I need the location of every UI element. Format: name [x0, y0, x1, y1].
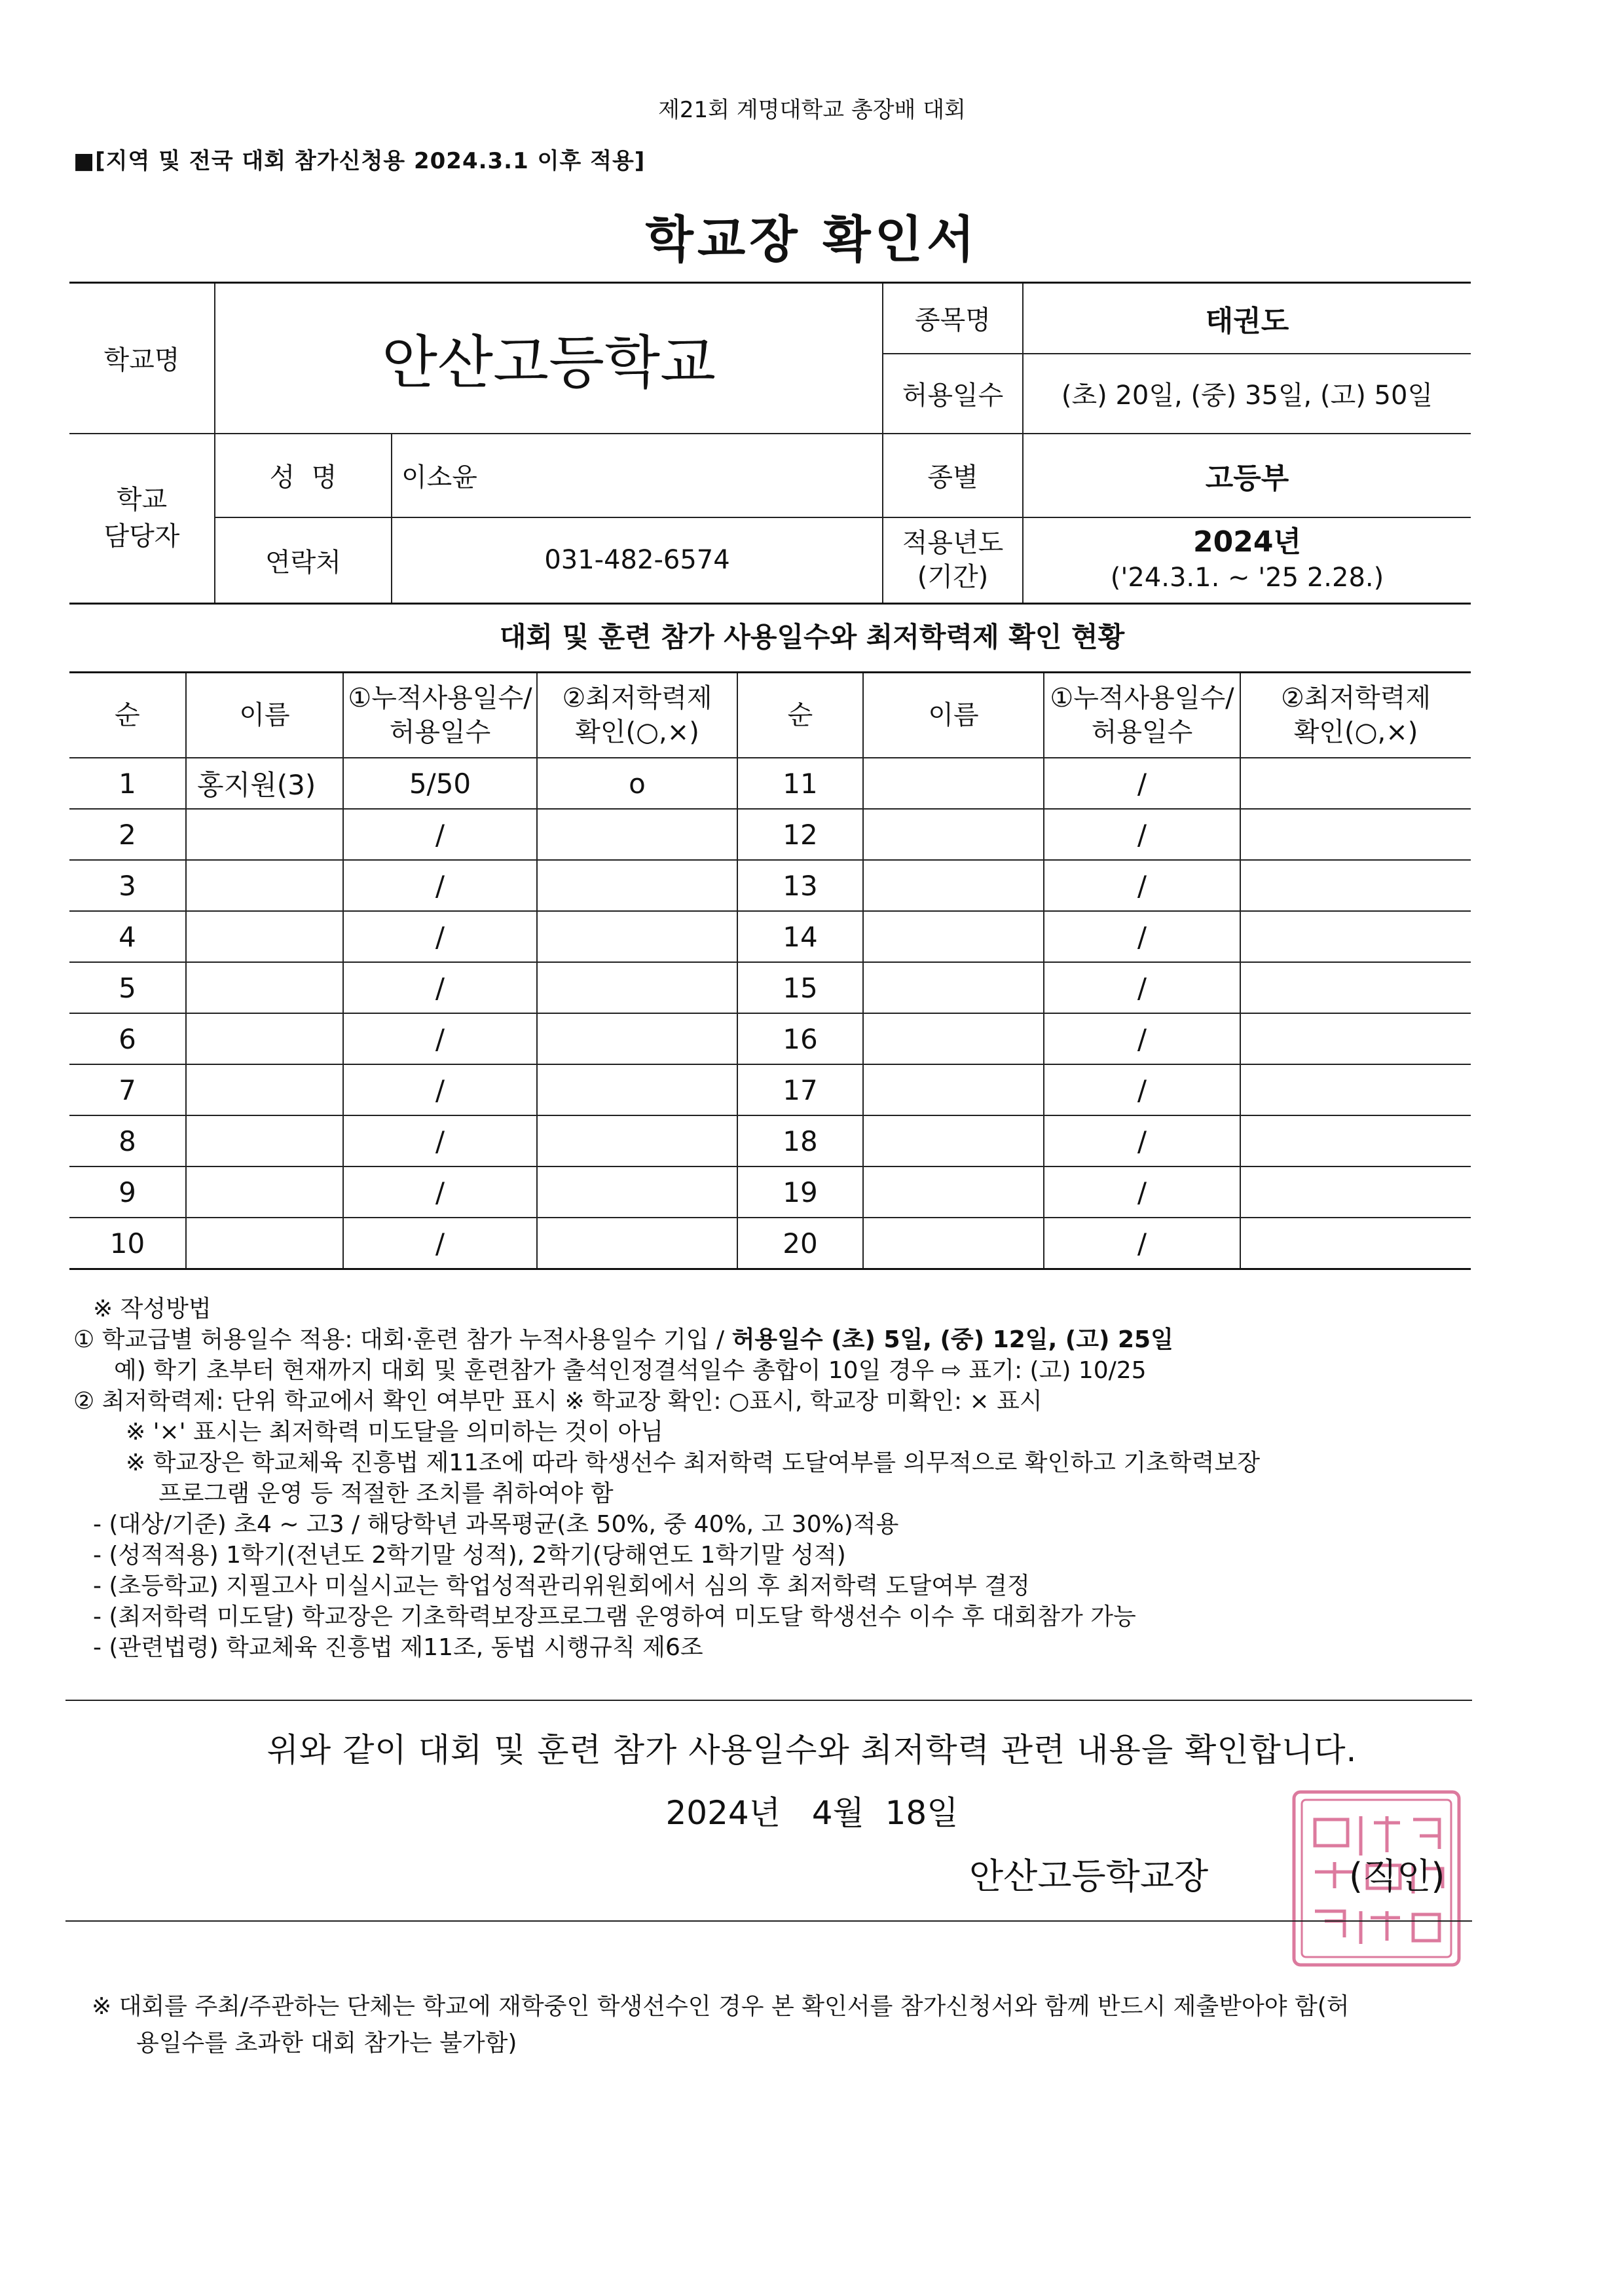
row-check-2: [1240, 1166, 1471, 1218]
period-label: 적용년도 (기간): [883, 517, 1023, 604]
row-days: /: [343, 809, 537, 860]
allowed-days-label: 허용일수: [883, 354, 1023, 434]
footnote: [92, 1988, 1486, 2062]
row-no-2: 15: [737, 962, 863, 1013]
staff-name-value: 이소윤: [392, 434, 883, 517]
instruction-line-1-bold: 허용일수 (초) 5일, (중) 12일, (고) 25일: [731, 1326, 1173, 1353]
row-check: o: [537, 758, 737, 809]
period-year: 2024년: [1193, 525, 1301, 559]
row-name: [186, 1218, 343, 1269]
row-check: [537, 1064, 737, 1115]
row-days: /: [343, 1064, 537, 1115]
row-check: [537, 1115, 737, 1166]
row-days-2: /: [1044, 809, 1240, 860]
row-name-2: [863, 911, 1044, 962]
event-title: 제21회 계명대학교 총장배 대회: [658, 97, 966, 123]
footnote-line-1: ※ 대회를 주최/주관하는 단체는 학교에 재학중인 학생선수인 경우 본 확인서를 참가신청서와 함께 반드시 제출받아야 함(허: [92, 1993, 1350, 2020]
row-days: 5/50: [343, 758, 537, 809]
row-no: 4: [69, 911, 186, 962]
row-name: [186, 809, 343, 860]
row-days: /: [343, 1115, 537, 1166]
instruction-note-2: ※ 학교장은 학교체육 진흥법 제11조에 따라 학생선수 최저학력 도달여부를 의무적으로 확인하고 기초학력보장: [126, 1449, 1260, 1476]
table-row: [69, 1013, 1471, 1064]
row-name-2: [863, 1166, 1044, 1218]
col-no-header: 순: [69, 673, 186, 758]
table-row: [69, 1218, 1471, 1269]
instruction-note-1: ※ '×' 표시는 최저학력 미도달을 의미하는 것이 아님: [126, 1419, 663, 1446]
col-days-header-2: ①누적사용일수/ 허용일수: [1044, 673, 1240, 758]
school-name-value: 안산고등학교: [215, 283, 883, 434]
records-heading: 대회 및 훈련 참가 사용일수와 최저학력제 확인 현황: [499, 621, 1125, 653]
row-name-2: [863, 962, 1044, 1013]
instructions: [73, 1294, 1553, 1663]
row-no-2: 14: [737, 911, 863, 962]
row-name: [186, 1166, 343, 1218]
period-value: [1023, 517, 1471, 604]
allowed-days-value: (초) 20일, (중) 35일, (고) 50일: [1023, 354, 1471, 434]
row-no: 7: [69, 1064, 186, 1115]
row-check-2: [1240, 758, 1471, 809]
row-no-2: 16: [737, 1013, 863, 1064]
row-days-2: /: [1044, 758, 1240, 809]
row-no-2: 13: [737, 860, 863, 911]
instruction-item-target: - (대상/기준) 초4 ~ 고3 / 해당학년 과목평균(초 50%, 중 40%, 고 30%)적용: [93, 1511, 899, 1538]
instructions-title: ※ 작성방법: [93, 1296, 212, 1322]
division-value: 고등부: [1023, 434, 1471, 517]
row-name: [186, 962, 343, 1013]
row-no-2: 19: [737, 1166, 863, 1218]
col-no-header-2: 순: [737, 673, 863, 758]
table-row: [69, 1115, 1471, 1166]
row-no: 6: [69, 1013, 186, 1064]
instruction-example: 예) 학기 초부터 현재까지 대회 및 훈련참가 출석인정결석일수 총합이 10일 경우 ⇨ 표기: (고) 10/25: [114, 1357, 1147, 1384]
instruction-note-2-cont: 프로그램 운영 등 적절한 조치를 취하여야 함: [158, 1480, 614, 1507]
row-name-2: [863, 1115, 1044, 1166]
row-no: 8: [69, 1115, 186, 1166]
row-check: [537, 962, 737, 1013]
row-check-2: [1240, 911, 1471, 962]
row-name-2: [863, 1064, 1044, 1115]
table-row: [69, 1166, 1471, 1218]
divider: [65, 1700, 1472, 1701]
instruction-item-unmet: - (최저학력 미도달) 학교장은 기초학력보장프로그램 운영하여 미도달 학생선수 이수 후 대회참가 가능: [93, 1603, 1136, 1630]
instruction-line-2: ② 최저학력제: 단위 학교에서 확인 여부만 표시 ※ 학교장 확인: ○표시, 학교장 미확인: × 표시: [73, 1388, 1043, 1415]
row-days-2: /: [1044, 860, 1240, 911]
application-notice: ■[지역 및 전국 대회 참가신청용 2024.3.1 이후 적용]: [73, 148, 646, 174]
row-no-2: 11: [737, 758, 863, 809]
row-days: /: [343, 860, 537, 911]
row-check-2: [1240, 962, 1471, 1013]
row-name-2: [863, 860, 1044, 911]
row-check-2: [1240, 1013, 1471, 1064]
row-days-2: /: [1044, 911, 1240, 962]
divider-bottom: [65, 1920, 1472, 1922]
row-no: 5: [69, 962, 186, 1013]
row-days-2: /: [1044, 1166, 1240, 1218]
row-check: [537, 809, 737, 860]
staff-name-label: 성 명: [215, 434, 392, 517]
instruction-line-1-text: ① 학교급별 허용일수 적용: 대회·훈련 참가 누적사용일수 기입 /: [73, 1326, 732, 1353]
table-row: [69, 809, 1471, 860]
instruction-item-law: - (관련법령) 학교체육 진흥법 제11조, 동법 시행규칙 제6조: [93, 1634, 703, 1661]
row-name: [186, 911, 343, 962]
row-name: [186, 860, 343, 911]
school-name-label: 학교명: [69, 283, 215, 434]
confirmation-statement: 위와 같이 대회 및 훈련 참가 사용일수와 최저학력 관련 내용을 확인합니다.: [267, 1731, 1357, 1769]
table-row: [69, 962, 1471, 1013]
row-name: 홍지원(3): [186, 758, 343, 809]
sport-label: 종목명: [883, 283, 1023, 354]
row-check: [537, 1166, 737, 1218]
row-no-2: 20: [737, 1218, 863, 1269]
row-days-2: /: [1044, 1064, 1240, 1115]
row-check-2: [1240, 1064, 1471, 1115]
row-days-2: /: [1044, 1013, 1240, 1064]
sport-value: 태권도: [1023, 283, 1471, 354]
row-days: /: [343, 911, 537, 962]
document-title: 학교장 확인서: [645, 210, 979, 269]
row-no: 3: [69, 860, 186, 911]
row-no: 1: [69, 758, 186, 809]
instruction-item-elementary: - (초등학교) 지필고사 미실시교는 학업성적관리위원회에서 심의 후 최저학력 도달여부 결정: [93, 1573, 1030, 1599]
col-name-header-2: 이름: [863, 673, 1044, 758]
table-row: [69, 860, 1471, 911]
row-days-2: /: [1044, 962, 1240, 1013]
confirmation-date: 2024년 4월 18일: [665, 1794, 959, 1832]
row-days: /: [343, 1166, 537, 1218]
row-no-2: 17: [737, 1064, 863, 1115]
row-no: 2: [69, 809, 186, 860]
col-check-header: ②최저학력제 확인(○,×): [537, 673, 737, 758]
division-label: 종별: [883, 434, 1023, 517]
instruction-item-grades: - (성적적용) 1학기(전년도 2학기말 성적), 2학기(당해연도 1학기말 성적): [93, 1542, 846, 1569]
row-days: /: [343, 1218, 537, 1269]
table-row: [69, 1064, 1471, 1115]
row-check: [537, 1218, 737, 1269]
row-check: [537, 911, 737, 962]
row-name: [186, 1115, 343, 1166]
row-days-2: /: [1044, 1218, 1240, 1269]
row-days: /: [343, 962, 537, 1013]
principal-signature: 안산고등학교장: [969, 1856, 1209, 1897]
staff-label: 학교 담당자: [69, 434, 215, 604]
contact-label: 연락처: [215, 517, 392, 604]
contact-value: 031-482-6574: [392, 517, 883, 604]
row-check-2: [1240, 1115, 1471, 1166]
row-no-2: 18: [737, 1115, 863, 1166]
col-check-header-2: ②최저학력제 확인(○,×): [1240, 673, 1471, 758]
row-name-2: [863, 1013, 1044, 1064]
school-info-table: [69, 282, 1471, 605]
row-no: 9: [69, 1166, 186, 1218]
row-name-2: [863, 758, 1044, 809]
seal-label: (직인): [1349, 1856, 1445, 1897]
row-no-2: 12: [737, 809, 863, 860]
footnote-line-2: 용일수를 초과한 대회 참가는 불가함): [136, 2030, 517, 2057]
col-days-header: ①누적사용일수/ 허용일수: [343, 673, 537, 758]
row-name-2: [863, 1218, 1044, 1269]
row-check: [537, 860, 737, 911]
instruction-line-1: [73, 1324, 1553, 1355]
row-no: 10: [69, 1218, 186, 1269]
row-name: [186, 1064, 343, 1115]
col-name-header: 이름: [186, 673, 343, 758]
row-check-2: [1240, 809, 1471, 860]
row-days-2: /: [1044, 1115, 1240, 1166]
row-name: [186, 1013, 343, 1064]
row-name-2: [863, 809, 1044, 860]
table-row: [69, 758, 1471, 809]
row-days: /: [343, 1013, 537, 1064]
records-table: [69, 671, 1471, 1270]
row-check-2: [1240, 1218, 1471, 1269]
row-check: [537, 1013, 737, 1064]
table-row: [69, 911, 1471, 962]
row-check-2: [1240, 860, 1471, 911]
period-range: ('24.3.1. ~ '25 2.28.): [1110, 563, 1384, 593]
